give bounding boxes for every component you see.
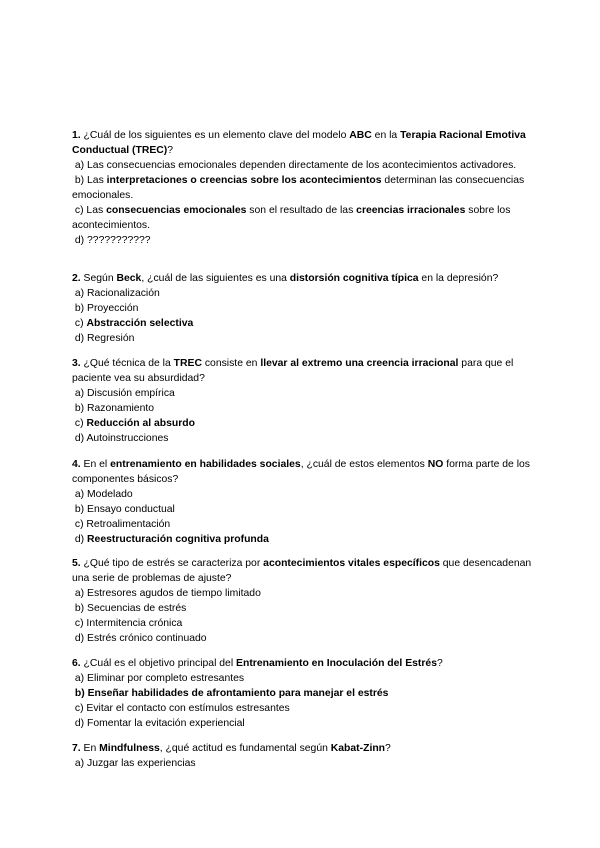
- question-stem-run: que desencadenan una serie de problemas de ajuste?: [72, 558, 532, 584]
- answer-option-run: b) Las: [74, 175, 107, 186]
- answer-option: [72, 532, 532, 547]
- answer-option-run: a) Modelado: [74, 489, 133, 500]
- question-stem-run: En el: [80, 459, 111, 470]
- answer-option-run: b) Ensayo conductual: [74, 504, 175, 515]
- answer-option: [72, 401, 532, 416]
- answer-option-run: son el resultado de las: [246, 205, 357, 216]
- question-number: 2.: [72, 273, 81, 284]
- question-5: [72, 556, 532, 646]
- question-number: 3.: [72, 358, 81, 369]
- answer-option-run: c) Intermitencia crónica: [74, 618, 183, 629]
- answer-option-run: Reestructuración cognitiva profunda: [87, 534, 269, 545]
- answer-option-run: c) Las: [74, 205, 107, 216]
- question-stem: [72, 356, 532, 386]
- answer-option: [72, 631, 532, 646]
- question-stem-run: llevar al extremo una creencia irracional: [260, 358, 459, 369]
- answer-option: [72, 517, 532, 532]
- answer-option-run: a) Estresores agudos de tiempo limitado: [74, 588, 261, 599]
- answer-option: [72, 301, 532, 316]
- answer-option-run: d) ???????????: [74, 235, 151, 246]
- question-stem-run: NO: [427, 459, 444, 470]
- question-stem: [72, 556, 532, 586]
- answer-option-run: d) Estrés crónico continuado: [74, 633, 207, 644]
- answer-option: [72, 586, 532, 601]
- answer-option: [72, 601, 532, 616]
- answer-option-run: determinan las consecuencias emocionales.: [72, 175, 525, 201]
- answer-option: [72, 616, 532, 631]
- answer-option-run: a) Las consecuencias emocionales dependen directamente de los acontecimientos activadores.: [74, 160, 517, 171]
- answer-option-run: b) Secuencias de estrés: [74, 603, 187, 614]
- answer-option-run: interpretaciones o creencias sobre los acontecimientos: [106, 175, 382, 186]
- question-stem-run: ¿Cuál es el objetivo principal del: [80, 658, 237, 669]
- question-stem-run: En: [80, 743, 100, 754]
- question-stem: [72, 656, 532, 671]
- question-stem-run: ¿Cuál de los siguientes es un elemento clave del modelo: [80, 130, 350, 141]
- answer-option: [72, 331, 532, 346]
- answer-option: [72, 431, 532, 446]
- answer-option-run: b) Razonamiento: [74, 403, 155, 414]
- answer-option: [72, 386, 532, 401]
- answer-option-run: a) Racionalización: [74, 288, 160, 299]
- answer-option: [72, 716, 532, 731]
- question-stem: [72, 741, 532, 756]
- question-stem-run: ABC: [349, 130, 372, 141]
- question-stem-run: consiste en: [201, 358, 261, 369]
- answer-option-run: Abstracción selectiva: [86, 318, 194, 329]
- answer-option-run: d) Autoinstrucciones: [74, 433, 169, 444]
- answer-option-run: creencias irracionales: [356, 205, 466, 216]
- answer-option-run: c): [74, 418, 87, 429]
- question-stem-run: en la depresión?: [418, 273, 499, 284]
- question-7: [72, 741, 532, 771]
- answer-option-run: c) Retroalimentación: [74, 519, 171, 530]
- question-stem-run: entrenamiento en habilidades sociales: [110, 459, 301, 470]
- answer-option-run: a) Eliminar por completo estresantes: [74, 673, 245, 684]
- answer-option: [72, 286, 532, 301]
- answer-option: [72, 686, 532, 701]
- question-stem-run: ¿Qué tipo de estrés se caracteriza por: [80, 558, 264, 569]
- question-stem-run: , ¿cuál de las siguientes es una: [141, 273, 290, 284]
- answer-option-run: c): [74, 318, 87, 329]
- question-number: 5.: [72, 558, 81, 569]
- question-stem-run: Según: [80, 273, 117, 284]
- question-stem: [72, 457, 532, 487]
- question-number: 4.: [72, 459, 81, 470]
- answer-option-run: d): [74, 534, 88, 545]
- question-6: [72, 656, 532, 731]
- question-stem-run: Mindfulness: [99, 743, 160, 754]
- question-stem-run: , ¿cuál de estos elementos: [300, 459, 428, 470]
- answer-option-run: Reducción al absurdo: [86, 418, 195, 429]
- question-stem-run: TREC: [173, 358, 202, 369]
- answer-option-run: consecuencias emocionales: [106, 205, 247, 216]
- answer-option: [72, 487, 532, 502]
- answer-option: [72, 158, 532, 173]
- question-stem-run: ¿Qué técnica de la: [80, 358, 174, 369]
- question-stem-run: en la: [371, 130, 401, 141]
- question-number: 6.: [72, 658, 81, 669]
- question-stem-run: Kabat-Zinn: [330, 743, 386, 754]
- question-stem-run: Entrenamiento en Inoculación del Estrés: [236, 658, 437, 669]
- question-number: 7.: [72, 743, 81, 754]
- answer-option: [72, 173, 532, 203]
- question-4: [72, 457, 532, 547]
- question-stem: [72, 271, 532, 286]
- answer-option: [72, 756, 532, 771]
- answer-option-run: b) Proyección: [74, 303, 139, 314]
- question-stem-run: ?: [167, 145, 174, 156]
- answer-option: [72, 671, 532, 686]
- question-stem-run: Terapia Racional Emotiva Conductual (TREC): [72, 130, 526, 156]
- question-stem: [72, 128, 532, 158]
- question-stem-run: para que el paciente vea su absurdidad?: [72, 358, 514, 384]
- question-3: [72, 356, 532, 446]
- answer-option-run: a) Juzgar las experiencias: [74, 758, 196, 769]
- question-stem-run: Beck: [116, 273, 142, 284]
- question-stem-run: distorsión cognitiva típica: [289, 273, 419, 284]
- question-2: [72, 271, 532, 346]
- answer-option: [72, 233, 532, 248]
- question-stem-run: ?: [436, 658, 443, 669]
- answer-option-run: a) Discusión empírica: [74, 388, 175, 399]
- question-stem-run: , ¿qué actitud es fundamental según: [159, 743, 331, 754]
- answer-option: [72, 701, 532, 716]
- question-stem-run: forma parte de los componentes básicos?: [72, 459, 530, 485]
- answer-option-run: Enseñar habilidades de afrontamiento para manejar el estrés: [87, 688, 389, 699]
- answer-option: [72, 203, 532, 233]
- answer-option: [72, 416, 532, 431]
- answer-option-run: d) Regresión: [74, 333, 135, 344]
- question-1: [72, 128, 532, 248]
- question-number: 1.: [72, 130, 81, 141]
- question-stem-run: ?: [385, 743, 391, 754]
- question-stem-run: acontecimientos vitales específicos: [263, 558, 440, 569]
- answer-option: [72, 502, 532, 517]
- answer-option-run: d) Fomentar la evitación experiencial: [74, 718, 245, 729]
- answer-option-run: b): [74, 688, 88, 699]
- answer-option-run: sobre los acontecimientos.: [72, 205, 511, 231]
- answer-option: [72, 316, 532, 331]
- answer-option-run: c) Evitar el contacto con estímulos estresantes: [74, 703, 290, 714]
